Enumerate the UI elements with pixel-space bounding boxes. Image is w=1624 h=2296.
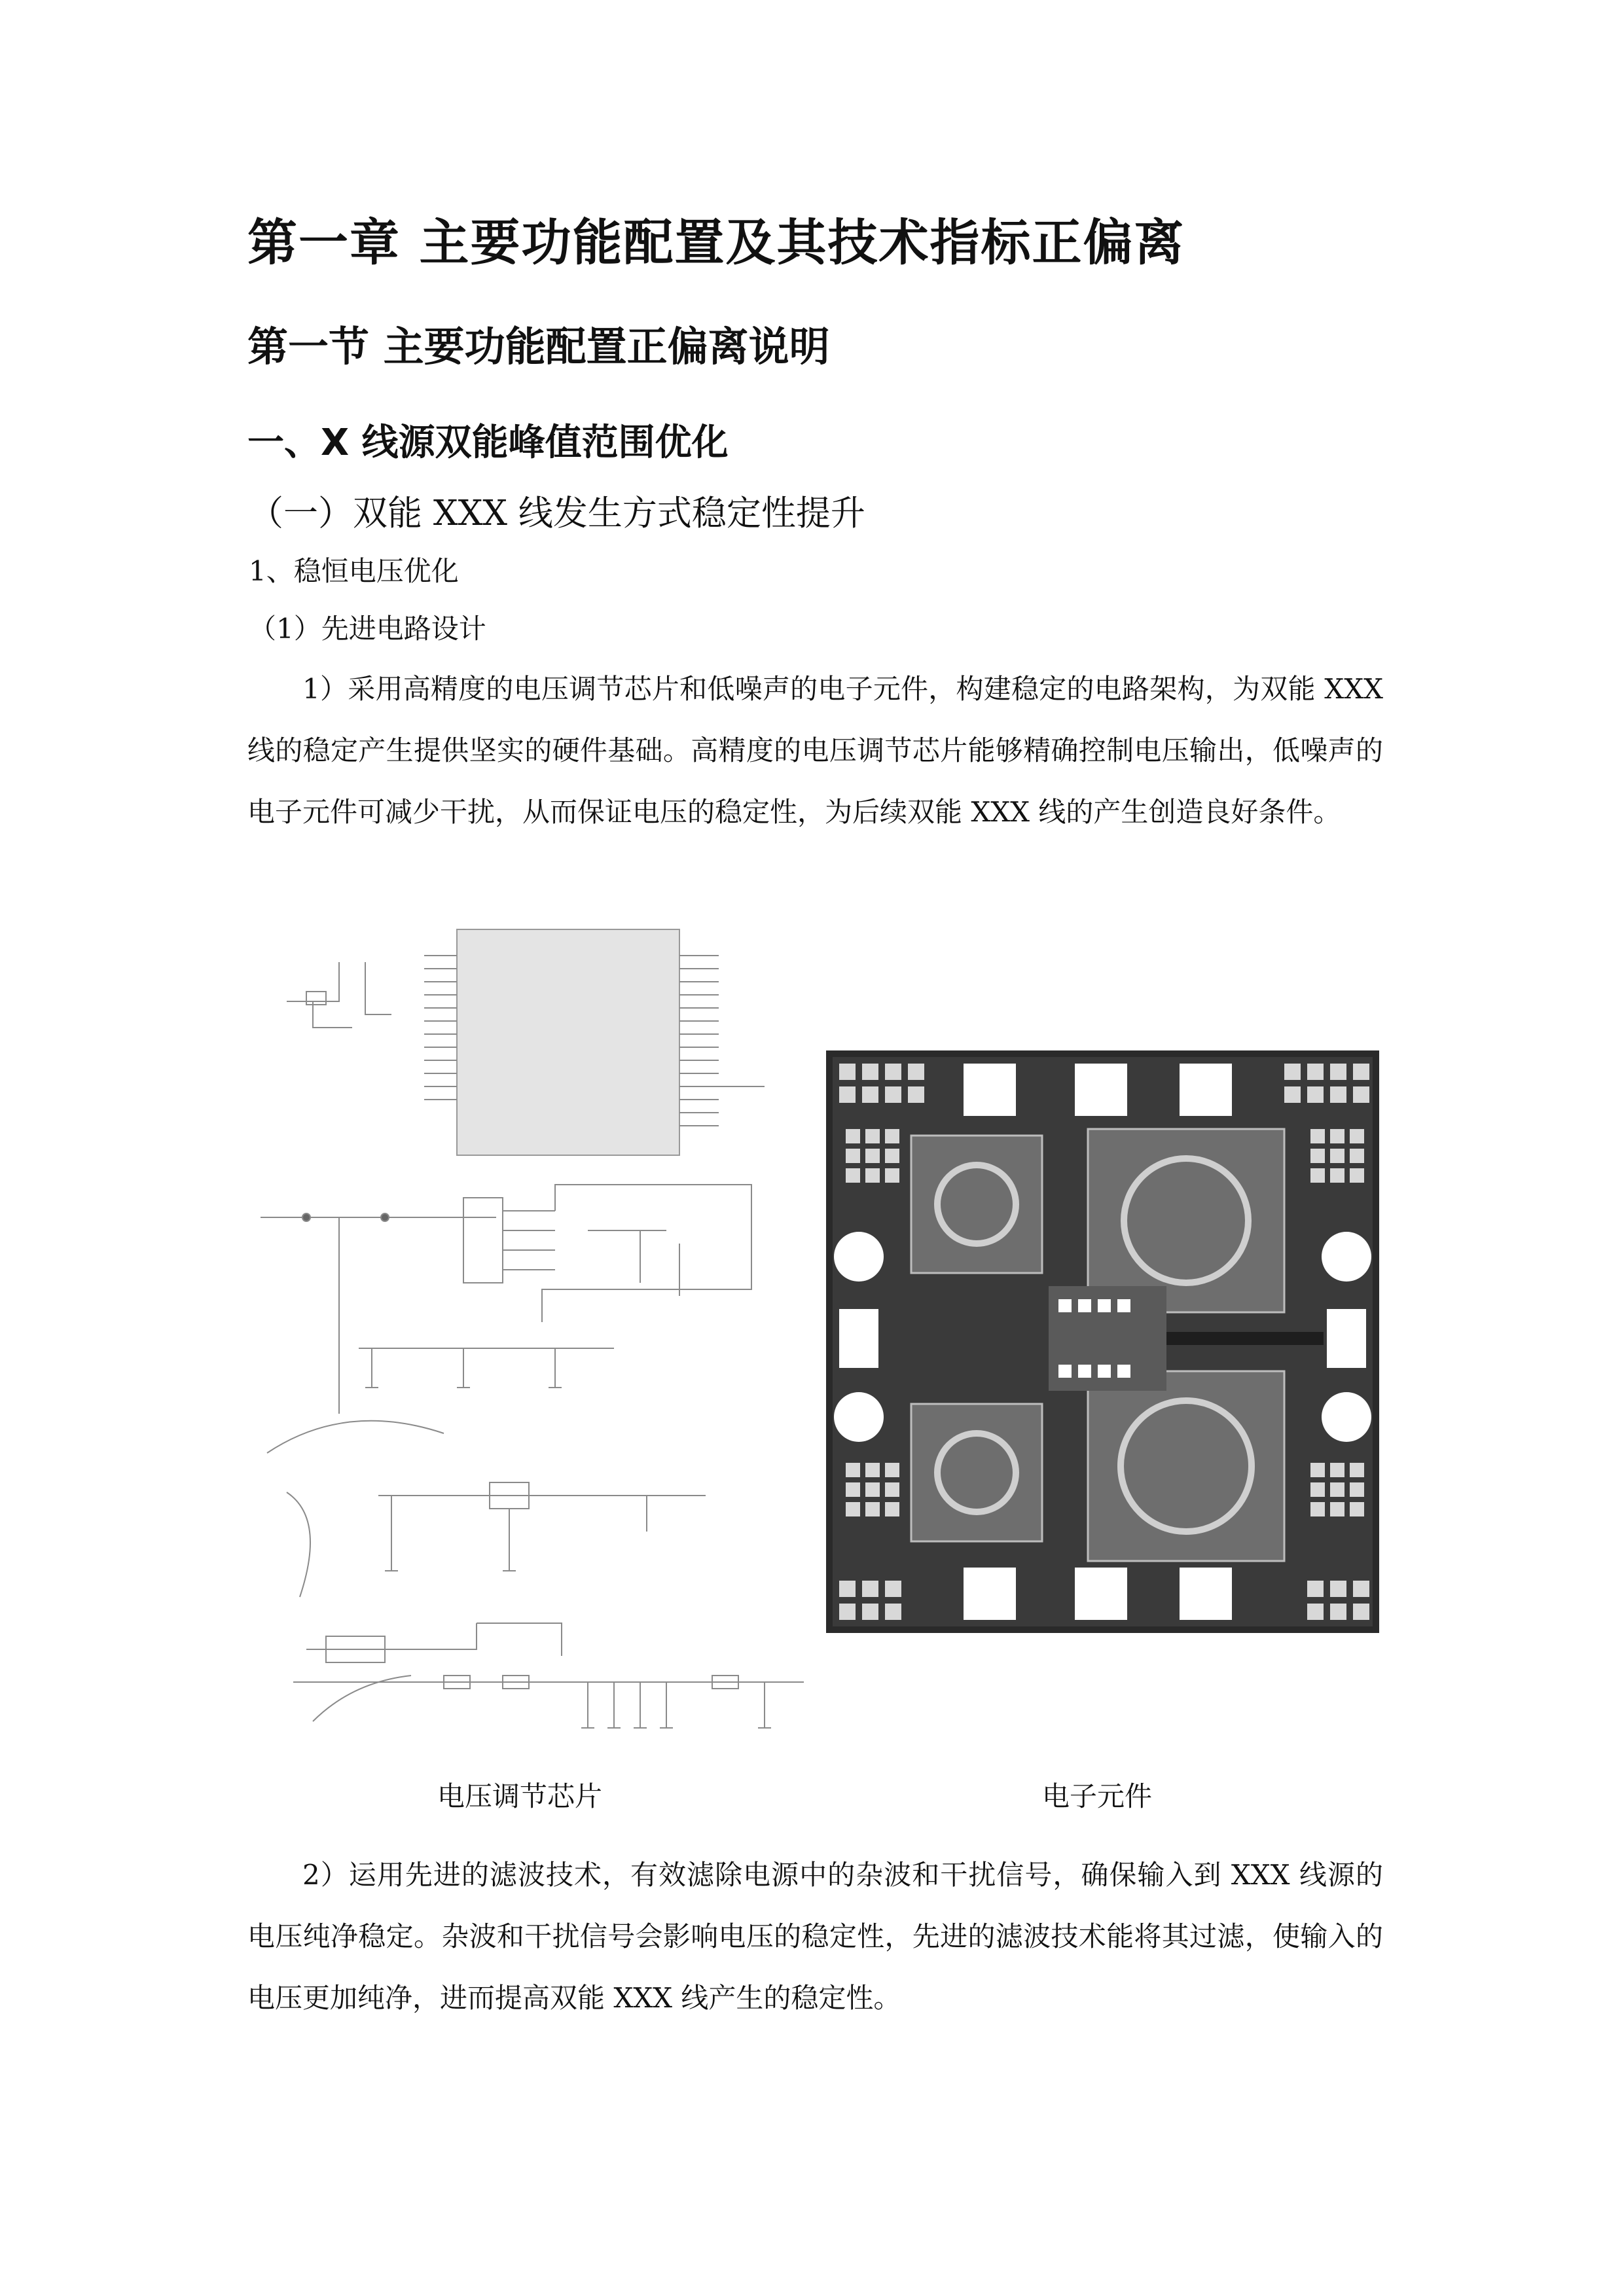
chip-die-figure	[826, 1050, 1379, 1633]
chapter-title: 第一章 主要功能配置及其技术指标正偏离	[247, 213, 1185, 272]
heading-level-4: （1）先进电路设计	[249, 613, 486, 645]
heading-level-3: 1、稳恒电压优化	[249, 555, 459, 587]
heading-level-2: （一）双能 XXX 线发生方式稳定性提升	[249, 493, 865, 533]
paragraph-2: 2）运用先进的滤波技术，有效滤除电源中的杂波和干扰信号，确保输入到 XXX 线源的电压纯净稳定。杂波和干扰信号会影响电压的稳定性，先进的滤波技术能将其过滤，使输入的电压更加纯净，进而提高双能 XXX 线产生的稳定性。	[247, 1859, 1383, 2014]
figure-caption-voltage-chip: 电压调节芯片	[437, 1780, 603, 1812]
circuit-schematic-figure	[247, 916, 817, 1767]
heading-level-1: 一、X 线源双能峰值范围优化	[247, 422, 729, 464]
section-title: 第一节 主要功能配置正偏离说明	[247, 323, 830, 370]
figure-caption-electronic-component: 电子元件	[1042, 1780, 1153, 1812]
paragraph-1: 1）采用高精度的电压调节芯片和低噪声的电子元件，构建稳定的电路架构，为双能 XXX 线的稳定产生提供坚实的硬件基础。高精度的电压调节芯片能够精确控制电压输出，低噪声的电子元件可减少干扰，从而保证电压的稳定性，为后续双能 XXX 线的产生创造良好条件。	[247, 673, 1383, 828]
